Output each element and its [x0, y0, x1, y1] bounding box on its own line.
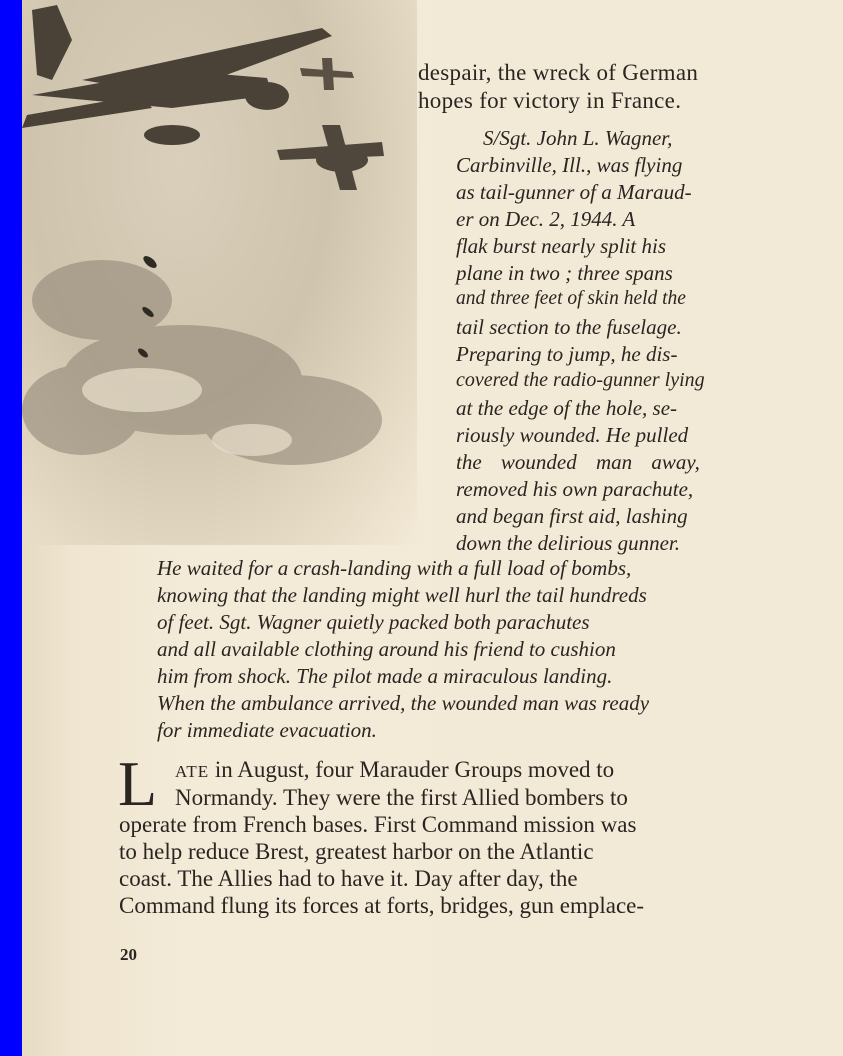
- second-bomber: [277, 125, 384, 190]
- sidebar-line: and three feet of skin held the: [456, 288, 686, 309]
- sidebar-line: S/Sgt. John L. Wagner,: [483, 126, 673, 150]
- body-line: [175, 757, 614, 783]
- body-line: coast. The Allies had to have it. Day after day, the: [119, 866, 578, 891]
- sidebar-line: removed his own parachute,: [456, 477, 694, 501]
- sidebar-line: Preparing to jump, he dis-: [456, 342, 678, 366]
- bomber-photo: [22, 0, 417, 545]
- sidebar-line: knowing that the landing might well hurl the tail hundreds: [157, 583, 647, 607]
- sidebar-line: down the delirious gunner.: [456, 531, 680, 555]
- sidebar-line: and all available clothing around his friend to cushion: [157, 637, 616, 661]
- sidebar-line: Carbinville, Ill., was flying: [456, 153, 683, 177]
- sidebar-line: plane in two ; three spans: [456, 261, 673, 285]
- clouds: [22, 260, 382, 465]
- sidebar-line: tail section to the fuselage.: [456, 315, 682, 339]
- sidebar-line: the wounded man away,: [456, 450, 700, 474]
- sidebar-line: covered the radio-gunner lying: [456, 369, 705, 391]
- body-line: to help reduce Brest, greatest harbor on the Atlantic: [119, 839, 594, 864]
- sidebar-line: for immediate evacuation.: [157, 718, 377, 742]
- sidebar-line: er on Dec. 2, 1944. A: [456, 207, 636, 231]
- sidebar-line: and began first aid, lashing: [456, 504, 688, 528]
- left-edge-bar: [0, 0, 22, 1056]
- drop-cap: L: [118, 748, 158, 819]
- text-line: hopes for victory in France.: [418, 88, 682, 113]
- sidebar-line: him from shock. The pilot made a miraculous landing.: [157, 664, 613, 688]
- sidebar-line: When the ambulance arrived, the wounded man was ready: [157, 691, 650, 715]
- sidebar-line: of feet. Sgt. Wagner quietly packed both parachutes: [157, 610, 590, 634]
- main-bomber: [22, 5, 332, 145]
- body-line: Normandy. They were the first Allied bombers to: [175, 785, 628, 810]
- bomber-photo-illustration: [22, 0, 417, 545]
- small-caps-word: ATE: [175, 762, 210, 781]
- page-number: 20: [120, 945, 137, 964]
- sidebar-line: flak burst nearly split his: [456, 234, 666, 258]
- body-line: operate from French bases. First Command mission was: [119, 812, 637, 837]
- text-line: despair, the wreck of German: [418, 60, 699, 85]
- sidebar-line: riously wounded. He pulled: [456, 423, 689, 447]
- body-line-rest: in August, four Marauder Groups moved to: [209, 757, 615, 782]
- small-bomber-top: [300, 58, 354, 90]
- sidebar-line: He waited for a crash-landing with a full load of bombs,: [157, 556, 632, 580]
- sidebar-line: at the edge of the hole, se-: [456, 396, 678, 420]
- body-line: Command flung its forces at forts, bridges, gun emplace-: [119, 893, 645, 918]
- sidebar-line: as tail-gunner of a Maraud-: [456, 180, 692, 204]
